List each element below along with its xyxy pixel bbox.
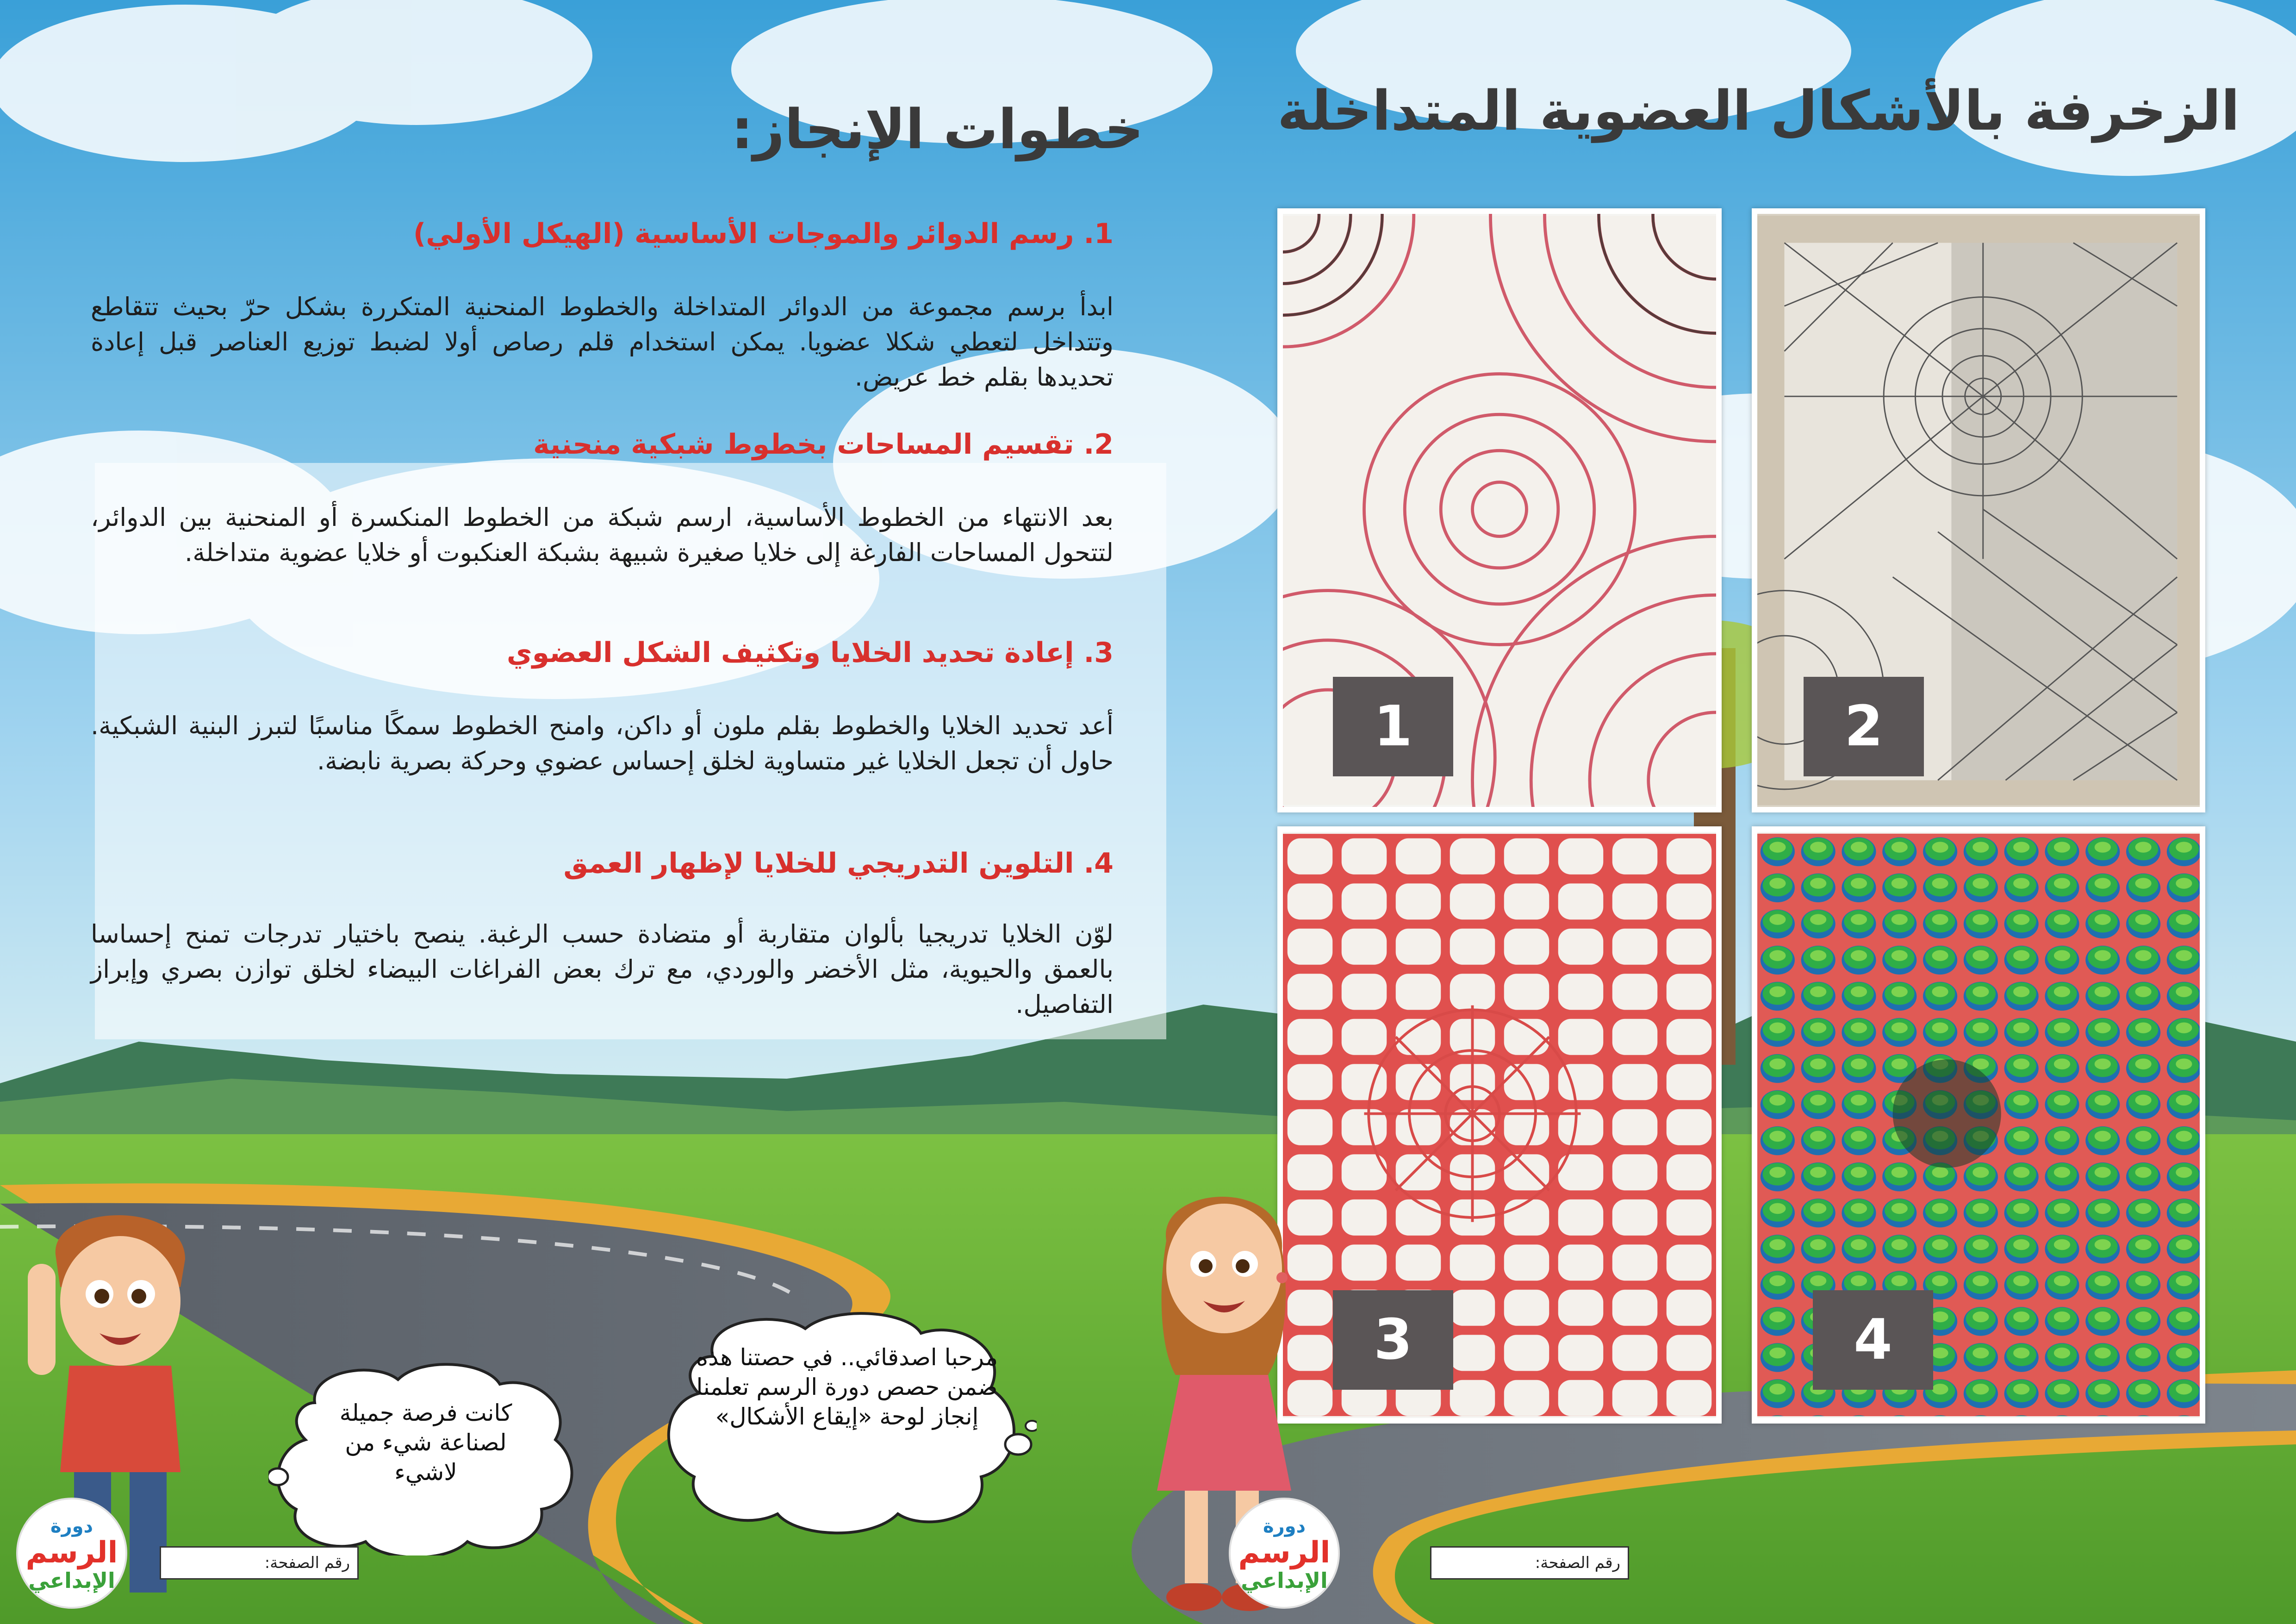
photo-number-1: 1 [1333, 677, 1453, 776]
step-4-heading: 4. التلوين التدريجي للخلايا لإظهار العمق [563, 847, 1114, 880]
step-3-text: أعد تحديد الخلايا والخطوط بقلم ملون أو داكن، وامنح الخطوط سمكًا مناسبًا لتبرز البنية الشبكية. حاول أن تجعل الخلايا غير متساوية لخلق إحساس عضوي وحركة بصرية نابضة. [91, 711, 1114, 775]
logo-line-2: الرسم [1238, 1536, 1331, 1570]
step-4-text: لوّن الخلايا تدريجيا بألوان متقاربة أو متضادة حسب الرغبة. ينصح باختيار تدرجات تمنح إحساسا بالعمق والحيوية، مثل الأخضر والوردي، مع ترك بعض الفراغات البيضاء لخلق توازن بصري وإبراز التفاصيل. [91, 919, 1114, 1019]
steps-title: خطوات الإنجاز: [731, 97, 1144, 161]
logo-line-1: دورة [1263, 1516, 1306, 1537]
logo-line-2: الرسم [25, 1536, 118, 1570]
logo-line-3: الإبداعي [28, 1568, 115, 1593]
step-photo-1 [1277, 208, 1722, 812]
girl-speech-text: مرحبا اصدقائي.. في حصتنا هذه ضمن حصص دورة الرسم تعلمنا إنجاز لوحة «إيقاع الأشكال» [696, 1344, 998, 1430]
photo-number-4: 4 [1813, 1290, 1933, 1390]
photo-number-3: 3 [1333, 1290, 1453, 1390]
step-photo-3 [1277, 826, 1722, 1424]
course-logo-left [14, 1495, 130, 1611]
step-photo-4 [1752, 826, 2205, 1424]
course-logo-right [1226, 1495, 1342, 1611]
logo-badge-icon [1226, 1495, 1342, 1611]
step-1-heading: 1. رسم الدوائر والموجات الأساسية (الهيكل الأولي) [413, 218, 1114, 250]
step-1-text: ابدأ برسم مجموعة من الدوائر المتداخلة والخطوط المنحنية المتكررة بشكل حرّ بحيث تتقاطع وتتداخل لتعطي شكلا عضويا. يمكن استخدام قلم رصاص أولا لضبط توزيع العناصر قبل إعادة تحديدها بقلم خط عريض. [91, 292, 1114, 392]
step-2-heading: 2. تقسيم المساحات بخطوط شبكية منحنية [533, 428, 1114, 461]
boy-speech-text: كانت فرصة جميلة لصناعة شيء من لاشيء [339, 1399, 512, 1486]
step-3-heading: 3. إعادة تحديد الخلايا وتكثيف الشكل العضوي [506, 637, 1114, 669]
page-title: الزخرفة بالأشكال العضوية المتداخلة [1277, 79, 2240, 143]
page-number-box-left: رقم الصفحة: [160, 1546, 359, 1580]
logo-line-3: الإبداعي [1241, 1568, 1328, 1593]
logo-line-1: دورة [50, 1516, 93, 1537]
step-photo-2 [1752, 208, 2205, 812]
photo-number-2: 2 [1804, 677, 1924, 776]
logo-badge-icon [14, 1495, 130, 1611]
step-2-text: بعد الانتهاء من الخطوط الأساسية، ارسم شبكة من الخطوط المنكسرة أو المنحنية بين الدوائر، لتتحول المساحات الفارغة إلى خلايا صغيرة شبيهة بشبكة العنكبوت أو خلايا عضوية متداخلة. [91, 503, 1114, 567]
page-number-box-right: رقم الصفحة: [1430, 1546, 1629, 1580]
